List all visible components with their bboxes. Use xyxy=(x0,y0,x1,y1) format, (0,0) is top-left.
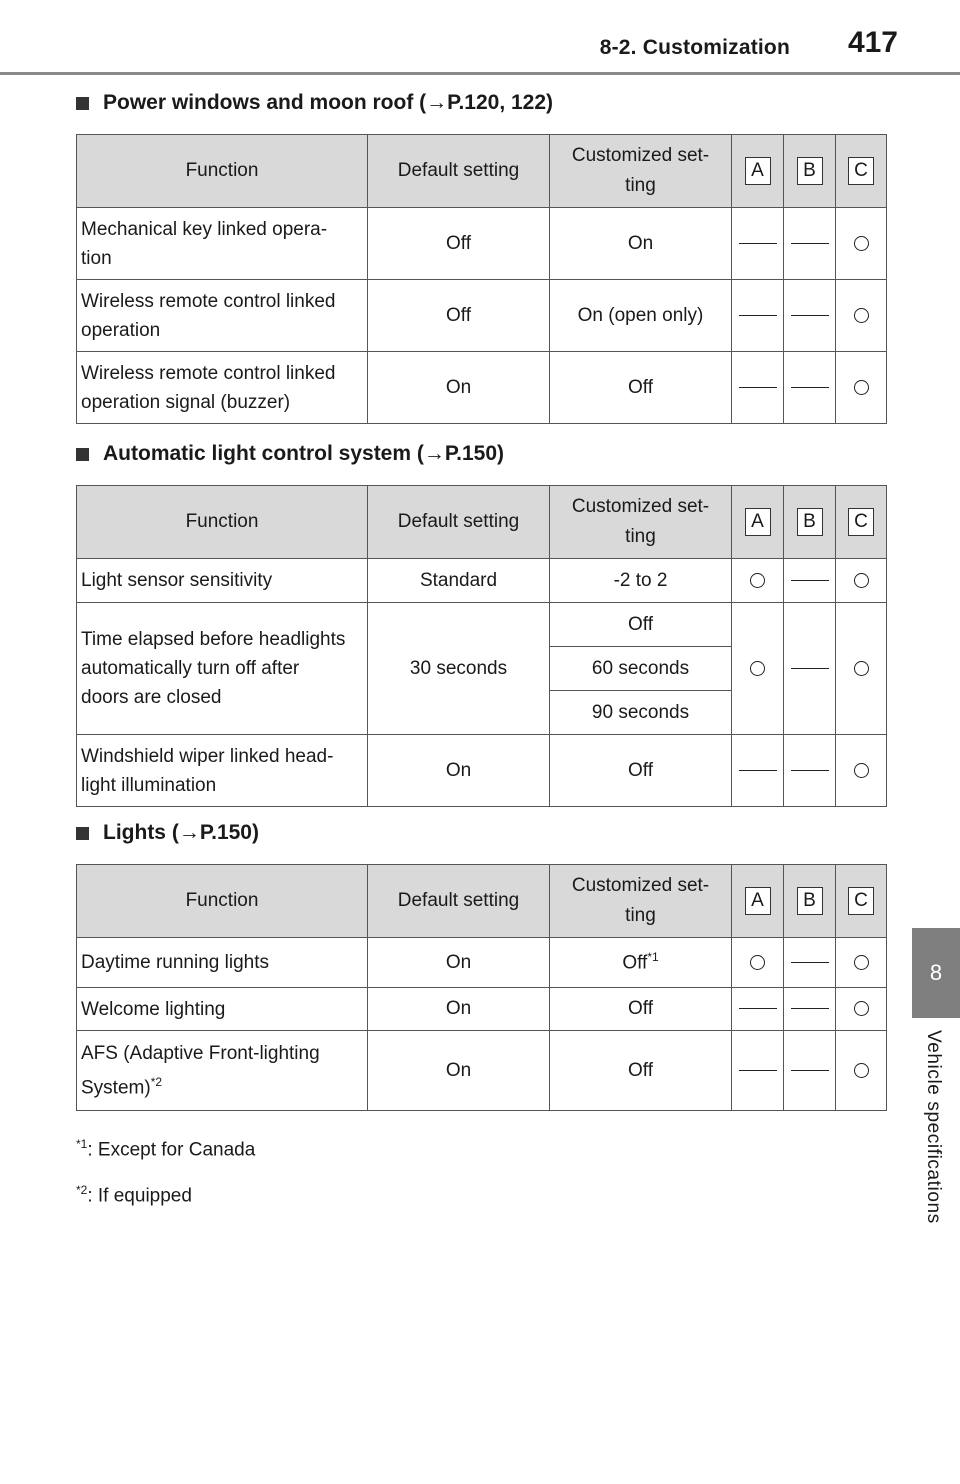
availability-a-cell xyxy=(732,735,784,807)
section-heading xyxy=(76,439,886,469)
unavailable-dash-icon xyxy=(791,962,829,963)
unavailable-dash-icon xyxy=(791,770,829,771)
default-cell: Off xyxy=(368,208,550,280)
function-cell xyxy=(77,280,368,352)
customized-cell xyxy=(550,938,732,988)
table-row xyxy=(77,735,887,807)
customized-text: -2 to 2 xyxy=(613,569,668,591)
customized-option: 60 seconds xyxy=(591,657,690,679)
table-row xyxy=(77,603,887,647)
column-header-c xyxy=(836,865,887,938)
default-cell: On xyxy=(368,938,550,988)
column-header-b xyxy=(784,865,836,938)
customized-text: On xyxy=(627,232,654,254)
function-text: AFS (Adaptive Front-lighting System) xyxy=(81,1042,320,1099)
table-row xyxy=(77,280,887,352)
availability-a-cell xyxy=(732,208,784,280)
page-number: 417 xyxy=(847,26,898,59)
square-bullet-icon xyxy=(76,827,89,840)
square-bullet-icon xyxy=(76,448,89,461)
function-cell xyxy=(77,1031,368,1111)
customized-cell xyxy=(550,1031,732,1111)
section-heading-text: Power windows and moon roof (→P.120, 122) xyxy=(103,91,554,114)
table-row xyxy=(77,1031,887,1111)
column-a-label: A xyxy=(745,887,771,915)
default-cell: Off xyxy=(368,280,550,352)
available-circle-icon xyxy=(750,955,765,970)
settings-table xyxy=(76,864,887,1111)
available-circle-icon xyxy=(854,308,869,323)
unavailable-dash-icon xyxy=(739,770,777,771)
column-a-label: A xyxy=(745,157,771,185)
section-heading-text: Automatic light control system (→P.150) xyxy=(103,442,505,465)
table-row xyxy=(77,208,887,280)
availability-c-cell xyxy=(836,938,887,988)
function-cell xyxy=(77,938,368,988)
customized-column-header: Customized set- ting xyxy=(550,135,732,208)
availability-b-cell xyxy=(784,1031,836,1111)
availability-a-cell xyxy=(732,280,784,352)
function-cell xyxy=(77,603,368,735)
available-circle-icon xyxy=(854,955,869,970)
unavailable-dash-icon xyxy=(791,1070,829,1071)
function-text: Wireless remote control linked operation xyxy=(81,290,336,341)
default-cell: On xyxy=(368,735,550,807)
customized-text: Off xyxy=(628,998,653,1019)
function-column-header: Function xyxy=(77,486,368,559)
availability-b-cell xyxy=(784,735,836,807)
column-header-a xyxy=(732,135,784,208)
chapter-label: Vehicle specifications xyxy=(923,1030,944,1224)
function-cell xyxy=(77,208,368,280)
available-circle-icon xyxy=(750,661,765,676)
column-b-label: B xyxy=(797,887,823,915)
available-circle-icon xyxy=(854,380,869,395)
footnote-ref: *1 xyxy=(647,950,659,965)
section-heading-text: Lights (→P.150) xyxy=(103,821,259,844)
customized-cell xyxy=(550,735,732,807)
availability-c-cell xyxy=(836,559,887,603)
customized-option: 90 seconds xyxy=(591,701,690,723)
column-b-label: B xyxy=(797,508,823,536)
default-column-header: Default setting xyxy=(368,486,550,559)
section-heading xyxy=(76,818,886,848)
availability-b-cell xyxy=(784,603,836,735)
column-header-a xyxy=(732,865,784,938)
table-row xyxy=(77,938,887,988)
availability-b-cell xyxy=(784,208,836,280)
available-circle-icon xyxy=(854,661,869,676)
function-text: Light sensor sensitivity xyxy=(81,570,273,591)
unavailable-dash-icon xyxy=(739,315,777,316)
page-header xyxy=(0,0,960,76)
availability-b-cell xyxy=(784,280,836,352)
customized-cell xyxy=(550,988,732,1031)
available-circle-icon xyxy=(750,573,765,588)
unavailable-dash-icon xyxy=(791,1008,829,1009)
availability-b-cell xyxy=(784,988,836,1031)
customized-cell xyxy=(550,559,732,603)
column-c-label: C xyxy=(848,887,874,915)
unavailable-dash-icon xyxy=(791,243,829,244)
column-header-b xyxy=(784,135,836,208)
table-row xyxy=(77,559,887,603)
column-a-label: A xyxy=(745,508,771,536)
customized-text: Off xyxy=(628,759,653,781)
availability-a-cell xyxy=(732,938,784,988)
unavailable-dash-icon xyxy=(791,580,829,581)
available-circle-icon xyxy=(854,1063,869,1078)
availability-a-cell xyxy=(732,352,784,424)
unavailable-dash-icon xyxy=(739,1008,777,1009)
column-header-c xyxy=(836,486,887,559)
footnote-ref: *2 xyxy=(150,1074,163,1089)
settings-table xyxy=(76,134,887,424)
footnote-1: $^{*1}$: Except for Canada xyxy=(76,1137,256,1161)
availability-b-cell xyxy=(784,938,836,988)
customized-cell xyxy=(550,603,732,647)
customized-text: Off xyxy=(628,1059,653,1081)
customized-cell xyxy=(550,208,732,280)
availability-a-cell xyxy=(732,559,784,603)
availability-b-cell xyxy=(784,352,836,424)
unavailable-dash-icon xyxy=(739,1070,777,1071)
footnote-2: $^{*2}$: If equipped xyxy=(76,1183,192,1207)
customization-section xyxy=(76,439,886,807)
function-text: Windshield wiper linked head- light illumination xyxy=(81,745,334,796)
function-text: Mechanical key linked opera- tion xyxy=(81,218,328,269)
customized-cell xyxy=(550,352,732,424)
available-circle-icon xyxy=(854,763,869,778)
table-row xyxy=(77,988,887,1031)
footnotes xyxy=(76,1124,255,1217)
customization-section xyxy=(76,818,886,1111)
availability-c-cell xyxy=(836,603,887,735)
chapter-tab: 8 xyxy=(912,928,960,1018)
customized-column-header: Customized set- ting xyxy=(550,865,732,938)
unavailable-dash-icon xyxy=(739,243,777,244)
function-text: Daytime running lights xyxy=(81,952,269,973)
function-cell xyxy=(77,559,368,603)
function-column-header: Function xyxy=(77,865,368,938)
default-cell: On xyxy=(368,1031,550,1111)
default-cell: On xyxy=(368,352,550,424)
availability-c-cell xyxy=(836,208,887,280)
availability-c-cell xyxy=(836,280,887,352)
column-b-label: B xyxy=(797,157,823,185)
default-cell: On xyxy=(368,988,550,1031)
customized-cell xyxy=(550,691,732,735)
table-header-row xyxy=(77,865,887,938)
function-cell xyxy=(77,352,368,424)
availability-b-cell xyxy=(784,559,836,603)
customized-text: Off xyxy=(622,952,648,974)
customized-option: Off xyxy=(628,613,653,635)
default-column-header: Default setting xyxy=(368,865,550,938)
availability-a-cell xyxy=(732,603,784,735)
function-cell xyxy=(77,735,368,807)
table-header-row xyxy=(77,135,887,208)
function-column-header: Function xyxy=(77,135,368,208)
column-header-a xyxy=(732,486,784,559)
unavailable-dash-icon xyxy=(739,387,777,388)
availability-c-cell xyxy=(836,1031,887,1111)
availability-c-cell xyxy=(836,352,887,424)
section-title-header: 8-2. Customization xyxy=(599,36,790,59)
function-text: Time elapsed before headlights automatically turn off after doors are closed xyxy=(81,629,346,708)
column-header-b xyxy=(784,486,836,559)
availability-c-cell xyxy=(836,735,887,807)
customized-text: Off xyxy=(628,376,653,398)
available-circle-icon xyxy=(854,573,869,588)
table-header-row xyxy=(77,486,887,559)
column-c-label: C xyxy=(848,508,874,536)
customized-cell xyxy=(550,280,732,352)
function-cell xyxy=(77,988,368,1031)
available-circle-icon xyxy=(854,236,869,251)
header-divider xyxy=(0,72,960,75)
section-heading xyxy=(76,88,886,118)
customized-cell xyxy=(550,647,732,691)
column-header-c xyxy=(836,135,887,208)
availability-c-cell xyxy=(836,988,887,1031)
table-row xyxy=(77,352,887,424)
function-text: Wireless remote control linked operation signal (buzzer) xyxy=(81,362,336,413)
settings-table xyxy=(76,485,887,807)
default-column-header: Default setting xyxy=(368,135,550,208)
column-c-label: C xyxy=(848,157,874,185)
function-text: Welcome lighting xyxy=(81,998,226,1020)
unavailable-dash-icon xyxy=(791,315,829,316)
availability-a-cell xyxy=(732,1031,784,1111)
customized-column-header: Customized set- ting xyxy=(550,486,732,559)
unavailable-dash-icon xyxy=(791,668,829,669)
square-bullet-icon xyxy=(76,97,89,110)
available-circle-icon xyxy=(854,1001,869,1016)
customization-section xyxy=(76,88,886,424)
default-cell: Standard xyxy=(368,559,550,603)
unavailable-dash-icon xyxy=(791,387,829,388)
availability-a-cell xyxy=(732,988,784,1031)
default-cell: 30 seconds xyxy=(368,603,550,735)
customized-text: On (open only) xyxy=(577,304,704,326)
